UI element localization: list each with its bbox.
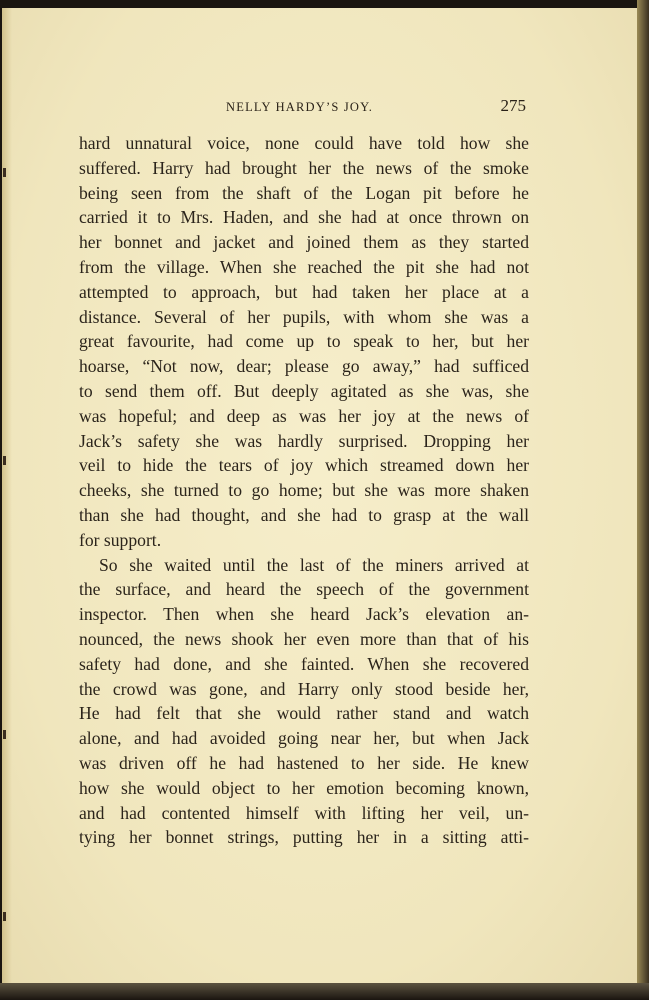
text-line: was driven off he had hastened to her side. He knew (79, 752, 529, 773)
text-line: from the village. When she reached the pit she had not (79, 256, 529, 277)
text-line: for support. (79, 529, 162, 550)
text-line: great favourite, had come up to speak to her, but her (79, 331, 529, 352)
text-line: the surface, and heard the speech of the government (79, 579, 529, 600)
text-line: inspector. Then when she heard Jack’s elevation an- (79, 604, 529, 625)
text-line: distance. Several of her pupils, with whom she was a (79, 306, 529, 327)
page-number: 275 (500, 96, 526, 115)
binding-shadow (2, 8, 12, 983)
text-line: to send them off. But deeply agitated as she was, she (79, 380, 529, 401)
page-header (78, 96, 528, 120)
margin-mark (3, 456, 6, 465)
page-edge-right (637, 0, 649, 1000)
running-head: NELLY HARDY’S JOY. (226, 100, 374, 114)
text-line: hoarse, “Not now, dear; please go away,” had sufficed (79, 356, 529, 377)
text-line: nounced, the news shook her even more than that of his (79, 628, 529, 649)
text-line: cheeks, she turned to go home; but she was more shaken (79, 480, 529, 501)
text-line: how she would object to her emotion becoming known, (79, 777, 529, 798)
margin-mark (3, 168, 6, 177)
text-line: and had contented himself with lifting her veil, un- (79, 802, 529, 823)
text-line: was hopeful; and deep as was her joy at the news of (79, 405, 529, 426)
margin-mark (3, 912, 6, 921)
text-line: tying her bonnet strings, putting her in a sitting atti- (79, 827, 529, 848)
text-line: than she had thought, and she had to grasp at the wall (79, 504, 529, 525)
text-line: being seen from the shaft of the Logan pit before he (79, 182, 529, 203)
text-line: He had felt that she would rather stand and watch (79, 703, 529, 724)
text-line: attempted to approach, but had taken her place at a (79, 281, 529, 302)
text-line: Jack’s safety she was hardly surprised. Dropping her (79, 430, 529, 451)
page-edge-bottom (0, 983, 649, 1000)
text-line: alone, and had avoided going near her, but when Jack (79, 728, 529, 749)
text-line: veil to hide the tears of joy which streamed down her (79, 455, 529, 476)
margin-mark (3, 730, 6, 739)
text-line: her bonnet and jacket and joined them as they started (79, 232, 529, 253)
body-text (79, 131, 529, 850)
text-line: safety had done, and she fainted. When she recovered (79, 653, 529, 674)
text-line: carried it to Mrs. Haden, and she had at once thrown on (79, 207, 529, 228)
text-line: So she waited until the last of the miners arrived at (99, 554, 529, 575)
text-line: suffered. Harry had brought her the news of the smoke (79, 157, 529, 178)
text-line: hard unnatural voice, none could have told how she (79, 133, 529, 153)
text-line: the crowd was gone, and Harry only stood beside her, (79, 678, 529, 699)
